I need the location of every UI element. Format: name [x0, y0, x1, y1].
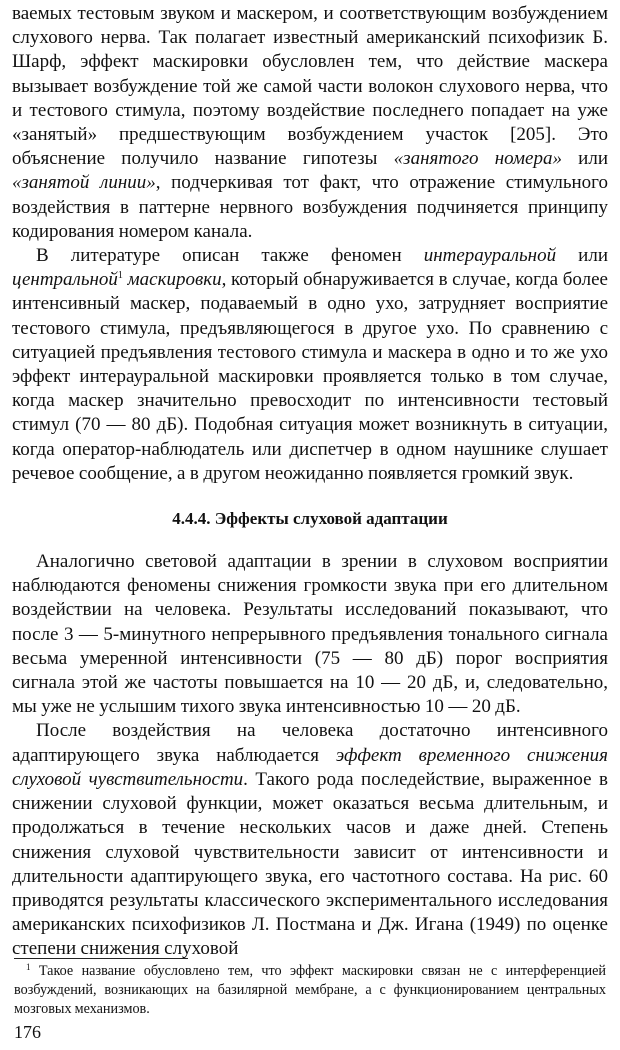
- page-number: 176: [14, 1022, 41, 1042]
- text-run: , подчеркивая тот факт, что отражение стимульного воздействия в паттерне нервного возбуждения подчиняется принципу кодирования номером канала.: [12, 172, 608, 242]
- text-run: , который обнаруживается в случае, когда более интенсивный маскер, подаваемый в одно ухо, затрудняет восприятие тестового стимула, предъявляющегося в другое ухо. По сравнению с ситуацией предъявления тестового стимула и маскера в одно и то же ухо эффект интерауральной маскировки проявляется только в том случае, когда маскер значительно превосходит по интенсивности тестовый стимул (70 — 80 дБ). Подобная ситуация может возникнуть в ситуации, когда оператор-наблюдатель или диспетчер в одном наушнике слушает речевое сообщение, а в другом неожиданно появляется громкий звук.: [12, 269, 608, 484]
- paragraph-sensitivity-decrease: [12, 719, 608, 961]
- section-heading: 4.4.4. Эффекты слуховой адаптации: [172, 509, 448, 529]
- footnote-reference: 1: [117, 270, 123, 282]
- footnote-marker: 1: [26, 962, 31, 972]
- text-run: или: [561, 148, 608, 170]
- footnote-text: Такое название обусловлено тем, что эффект маскировки связан не с интерференцией возбуждений, возникающих на базилярной мембране, а с функционированием центральных мозговых механизмов.: [14, 963, 606, 1017]
- paragraph-interaural-masking: [12, 244, 608, 486]
- text-run: В литературе описан также феномен: [36, 245, 424, 267]
- text-run: . Такого рода последействие, выраженное в снижении слуховой функции, может оказаться весьма длительным, и продолжаться в течение нескольких часов и даже дней. Степень снижения слуховой чувствительности зависит от интенсивности и длительности адаптирующего звука, его частотного состава. На рис. 60 приводятся результаты классического экспериментального исследования американских психофизиков Л. Постмана и Дж. Игана (1949) по оценке степени снижения слуховой: [12, 768, 608, 960]
- term-temporary-threshold-shift: эффект временного снижения слуховой чувствительности: [12, 744, 608, 790]
- term-masking: маскировки: [122, 269, 222, 291]
- paragraph-auditory-adaptation: [12, 550, 608, 719]
- footnote-divider: [14, 958, 188, 959]
- paragraph-masking-hypothesis: [12, 2, 608, 244]
- text-run: или: [556, 245, 608, 267]
- footnote: [14, 962, 606, 1019]
- text-run: ваемых тестовым звуком и маскером, и соответствующим возбуждением слухового нерва. Так полагает известный американский психофизик Б. Шарф, эффект маскировки обусловлен тем, что действие маскера вызывает возбуждение той же самой части волокон слухового нерва, что и тестового стимула, поэтому воздействие последнего попадает на уже «занятый» предшествующим возбуждением участок [205]. Это объяснение получило название гипотезы: [12, 3, 608, 170]
- text-run: Аналогично световой адаптации в зрении в слуховом восприятии наблюдаются феномены снижения громкости звука при его длительном воздействии на человека. Результаты исследований показывают, что после 3 — 5-минутного непрерывного предъявления тонального сигнала весьма умеренной интенсивности (75 — 80 дБ) порог восприятия сигнала этой же частоты повышается на 10 — 20 дБ, и, следовательно, мы уже не услышим тихого звука интенсивностью 10 — 20 дБ.: [12, 551, 608, 718]
- text-run: После воздействия на человека достаточно интенсивного адаптирующего звука наблюдается: [12, 720, 608, 766]
- term-interaural: интерауральной: [423, 245, 557, 267]
- term-central: центральной: [12, 269, 118, 291]
- term-busy-line: «занятой линии»: [12, 172, 156, 194]
- term-busy-number: «занятого номера»: [393, 148, 562, 170]
